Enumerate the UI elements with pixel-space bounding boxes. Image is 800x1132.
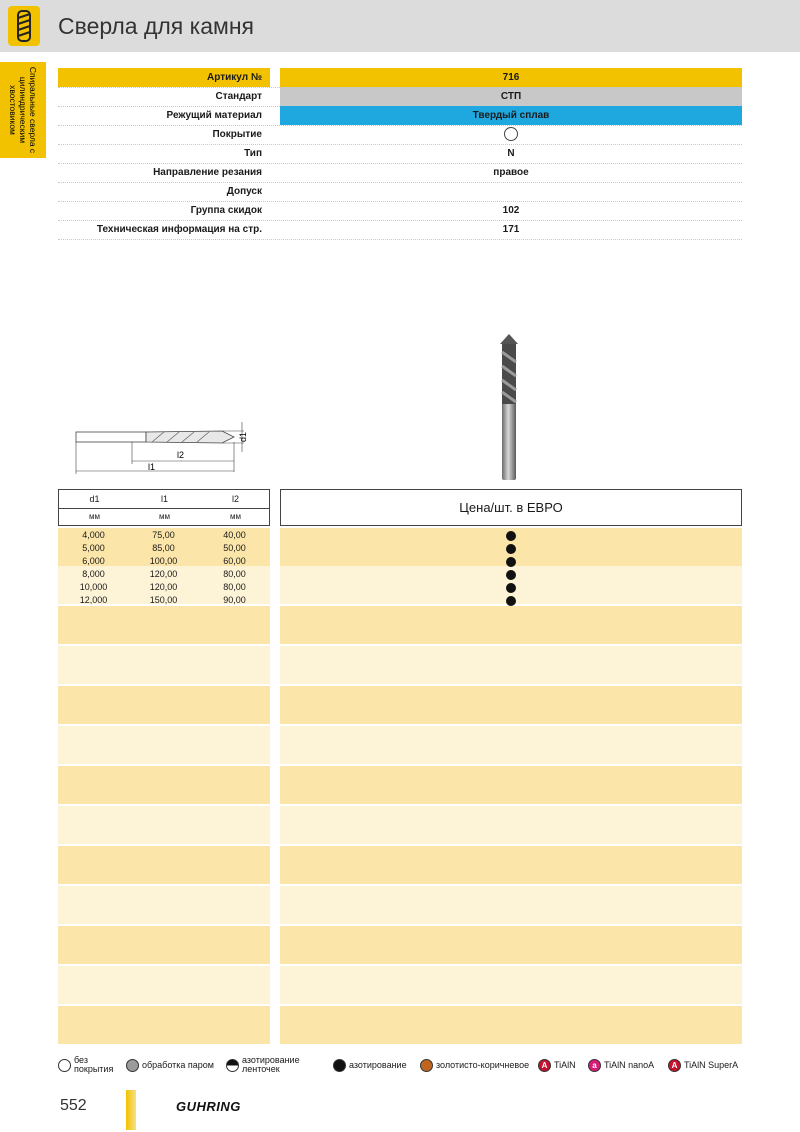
table-cell: 80,00 [223,582,246,592]
footer-accent-bar [126,1090,136,1130]
column-unit: мм [230,512,241,521]
table-cell: 8,000 [82,569,105,579]
legend-item [668,1053,738,1077]
column-unit: мм [159,512,170,521]
drill-dimension-diagram [72,412,262,477]
black-circle-icon [333,1059,346,1072]
availability-dot-icon [506,557,516,567]
price-header-label: Цена/шт. в ЕВРО [459,500,563,515]
table-cell: 50,00 [223,543,246,553]
table-band [58,766,270,804]
table-band [58,1006,270,1044]
spec-value [280,182,742,201]
coating-legend [58,1053,748,1077]
column-header-d1: d1 [89,494,100,504]
section-tab[interactable] [0,62,46,158]
table-cell: 150,00 [149,595,178,605]
table-band [280,1006,742,1044]
table-band [280,726,742,764]
table-band [58,726,270,764]
legend-item [58,1053,124,1077]
spec-row [58,144,742,164]
spec-label: Тип [244,148,262,159]
section-tab-label: Спиральные сверла с цилиндрическим хвостовиком [8,66,38,154]
table-cell: 6,000 [82,556,105,566]
legend-label: TiAlN nanoA [604,1059,655,1070]
spec-value [280,68,742,87]
table-band [280,686,742,724]
table-cell: 75,00 [152,530,175,540]
table-cell: 80,00 [223,569,246,579]
table-band [280,646,742,684]
legend-item [226,1053,322,1077]
legend-label: TiAlN SuperA [684,1059,739,1070]
legend-label: без покрытия [74,1055,114,1074]
availability-dot-icon [506,544,516,554]
l1-dimension-label: l1 [148,462,156,472]
table-band [58,966,270,1004]
spec-value-text: правое [493,167,529,178]
spec-value [280,144,742,163]
legend-label: азотирование ленточек [242,1055,300,1074]
spec-row [58,68,742,88]
spec-value-text: СТП [500,91,522,102]
spec-value-text: N [507,148,515,159]
l2-dimension-label: l2 [177,450,185,460]
spec-label: Покрытие [212,129,262,140]
price-header [280,489,742,526]
spec-row [58,125,742,145]
spec-value [280,87,742,106]
legend-label: обработка паром [142,1059,214,1070]
table-band [280,926,742,964]
legend-item [420,1053,529,1077]
table-band [280,766,742,804]
page-number: 552 [60,1097,87,1114]
legend-item [538,1053,576,1077]
tialn-nano-icon: a [588,1059,601,1072]
spec-row [58,201,742,221]
tialn-icon: A [538,1059,551,1072]
spec-label: Техническая информация на стр. [96,224,262,235]
table-cell: 60,00 [223,556,246,566]
spec-row [58,182,742,202]
open-circle-icon [58,1059,71,1072]
half-circle-icon [226,1059,239,1072]
legend-label: золотисто-коричневое [436,1059,530,1070]
table-cell: 120,00 [149,582,178,592]
spec-row [58,87,742,107]
tialn-super-icon: A [668,1059,681,1072]
drill-photo [496,332,524,482]
table-band [58,926,270,964]
table-cell: 85,00 [152,543,175,553]
legend-label: TiAlN [554,1059,576,1070]
legend-label: азотирование [349,1059,407,1070]
spec-value-text: 102 [502,205,520,216]
drill-bit-icon [8,6,40,46]
table-cell: 12,000 [79,595,108,605]
spec-label: Направление резания [153,167,262,178]
table-band [280,846,742,884]
dimension-header-box [58,489,270,526]
table-band [58,806,270,844]
spec-value-text: 171 [502,224,520,235]
table-cell: 120,00 [149,569,178,579]
table-band [58,686,270,724]
open-circle-icon [504,127,518,141]
spec-label: Режущий материал [166,110,262,121]
column-header-l2: l2 [231,494,239,504]
table-cell: 4,000 [82,530,105,540]
availability-dot-icon [506,583,516,593]
spec-row [58,106,742,126]
table-band [58,886,270,924]
spec-value [280,163,742,182]
table-cell: 90,00 [223,595,246,605]
table-cell: 5,000 [82,543,105,553]
spec-value-text: 716 [502,72,520,83]
spec-value [280,201,742,220]
table-band [58,646,270,684]
availability-dot-icon [506,531,516,541]
page-title: Сверла для камня [58,13,254,39]
table-band [58,606,270,644]
spec-value-text: Твердый сплав [472,110,550,121]
table-band [280,966,742,1004]
table-cell: 100,00 [149,556,178,566]
legend-item [126,1053,214,1077]
spec-value [280,220,742,239]
table-band [280,886,742,924]
table-band [58,846,270,884]
spec-value [280,106,742,125]
brand-logo: GUHRING [176,1099,241,1114]
legend-item [588,1053,654,1077]
table-band [280,606,742,644]
table-cell: 40,00 [223,530,246,540]
d1-dimension-label: d1 [238,431,248,442]
spec-value [280,125,742,144]
spec-label: Стандарт [215,91,262,102]
table-cell: 10,000 [79,582,108,592]
spec-label: Допуск [226,186,262,197]
brown-circle-icon [420,1059,433,1072]
table-band [280,806,742,844]
spec-label: Артикул № [58,68,270,87]
spec-row [58,220,742,240]
legend-item [333,1053,407,1077]
spec-row [58,163,742,183]
availability-dot-icon [506,596,516,606]
gray-circle-icon [126,1059,139,1072]
spec-label: Группа скидок [190,205,262,216]
column-header-l1: l1 [160,494,168,504]
availability-dot-icon [506,570,516,580]
column-unit: мм [89,512,100,521]
